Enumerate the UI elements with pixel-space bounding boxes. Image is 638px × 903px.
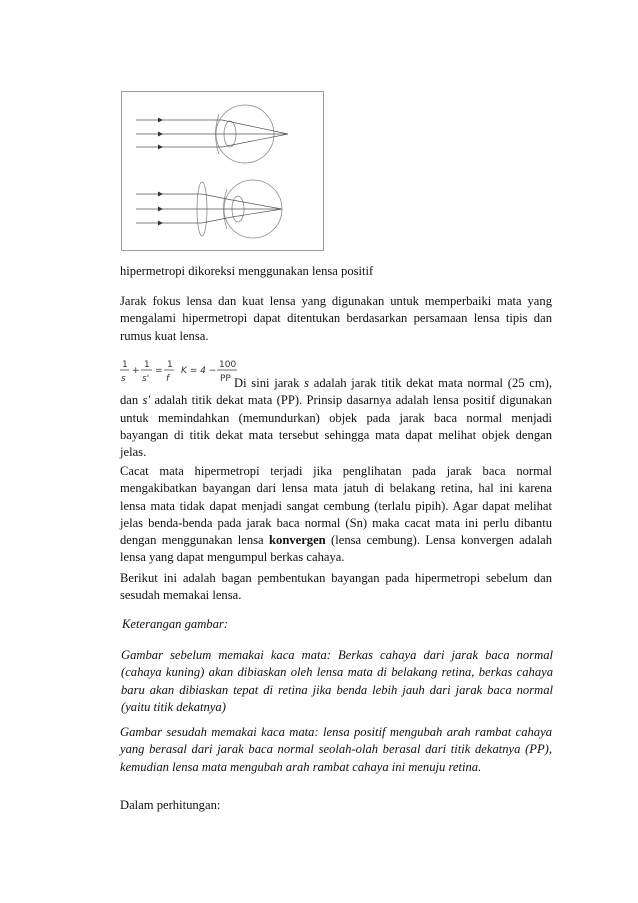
paragraph-after-glasses: Gambar sesudah memakai kaca mata: lensa positif mengubah arah rambat cahaya yang berasal dari jarak baca normal seolah-olah berasal dari titik dekatnya (PP), kemudian lensa mata mengubah arah rambat cahaya ini menuju retina. (120, 725, 552, 774)
hypermetropia-eye-diagram (121, 91, 324, 251)
formula-num-1: 1 (122, 360, 128, 370)
paragraph-figure-legend-heading: Keterangan gambar: (122, 617, 228, 631)
formula-den-f: f (166, 374, 170, 384)
bold-konvergen: konvergen (269, 533, 326, 548)
formula-den-s: s (121, 374, 126, 384)
figure-caption: hipermetropi dikoreksi menggunakan lensa positif (120, 264, 374, 278)
eye-diagram-svg (122, 92, 323, 250)
formula-k-expr: K = 4 − (181, 366, 217, 376)
paragraph-hypermetropia-cause: Cacat mata hipermetropi terjadi jika penglihatan pada jarak baca normal mengakibatkan bayangan dari lensa mata jatuh di belakang retina, hal ini karena lensa mata tidak dapat menjadi sangat cembung (terlalu pipih). Agar dapat melihat jelas benda-benda pada jarak baca normal (Sn) maka cacat mata ini perlu dibantu dengan menggunakan lensa konvergen (lensa cembung). Lensa konvergen adalah lensa yang dapat mengumpul berkas cahaya. (120, 464, 552, 565)
formula-num-100: 100 (219, 360, 237, 370)
arrowheads-top (158, 118, 163, 150)
formula-den-sprime: s' (142, 374, 150, 384)
paragraph-lens-equation-intro: Jarak fokus lensa dan kuat lensa yang digunakan untuk memperbaiki mata yang mengalami hipermetropi dapat ditentukan berdasarkan persamaan lensa tipis dan rumus kuat lensa. (120, 294, 552, 343)
formula-num-3: 1 (167, 360, 173, 370)
formula-equals: = (155, 366, 163, 376)
formula-den-pp: PP (220, 374, 231, 384)
paragraph-calculation-heading: Dalam perhitungan: (120, 798, 221, 812)
arrowheads-bottom (158, 192, 163, 226)
paragraph-image-formation-intro: Berikut ini adalah bagan pembentukan bayangan pada hipermetropi sebelum dan sesudah memakai lensa. (120, 571, 552, 603)
formula-plus: + (132, 366, 140, 376)
paragraph-formula-explanation: Di sini jarak s adalah jarak titik dekat mata normal (25 cm), dan s' adalah titik dekat mata (PP). Prinsip dasarnya adalah lensa positif digunakan untuk memindahkan (memundurkan) objek pada jarak baca normal menjadi bayangan di titik dekat mata tersebut sehingga mata dapat melihat objek dengan jelas. (120, 376, 552, 460)
rays-bottom (136, 194, 282, 223)
formula-num-2: 1 (144, 360, 150, 370)
paragraph-before-glasses: Gambar sebelum memakai kaca mata: Berkas cahaya dari jarak baca normal (cahaya kuning) akan dibiaskan oleh lensa mata di belakang retina, berkas cahaya baru akan dibiaskan tepat di retina jika benda lebih jauh dari jarak baca normal (yaitu titik dekatnya) (121, 648, 553, 714)
